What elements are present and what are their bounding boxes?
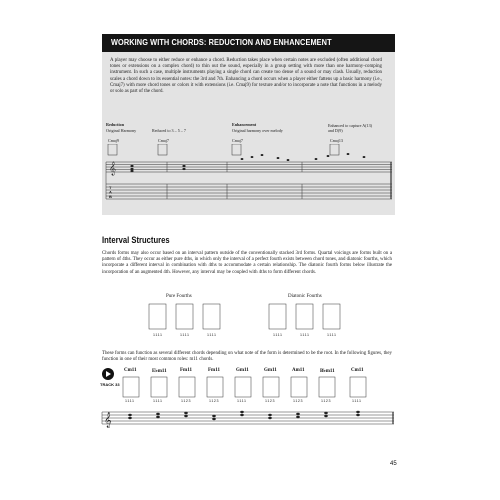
finger-numbers: 1111 <box>153 399 163 403</box>
enhancement-sub1: Original harmony over melody <box>232 128 283 133</box>
enhancement-sub2: Enhanced to capture A(13) and D(9) <box>328 123 372 133</box>
chord-label: Cmaj13 <box>330 138 343 143</box>
finger-numbers: 1111 <box>352 399 362 403</box>
enhancement-heading: Enhancement <box>232 122 257 127</box>
chord-name: Fm11 <box>208 368 220 373</box>
m11-chord-diagrams <box>88 375 410 405</box>
diatonic-fourths-label: Diatonic Fourths <box>288 294 322 299</box>
finger-numbers: 1123 <box>209 399 220 403</box>
forms-paragraph: These forms can function as several different chords depending on what note of the form is determined to be the root. In the following figures, they function in one of their most common roles: m11 chords. <box>102 351 392 363</box>
svg-text:A: A <box>109 189 112 195</box>
chord-name: Fm11 <box>180 368 192 373</box>
chord-label: Cmaj9 <box>108 138 119 143</box>
fourths-diagrams <box>88 300 410 340</box>
finger-numbers: 1111 <box>207 333 217 337</box>
finger-numbers: 1123 <box>321 399 332 403</box>
chord-name: Am11 <box>292 368 305 373</box>
reduction-heading: Reduction <box>106 122 124 127</box>
svg-text:B: B <box>109 194 112 199</box>
finger-numbers: 1111 <box>327 333 337 337</box>
chord-name: Gm11 <box>264 368 277 373</box>
chord-name: Gm11 <box>236 368 249 373</box>
book-page <box>88 28 410 474</box>
chord-name: E♭m11 <box>152 369 167 374</box>
reduction-sub2: Reduced to 3 – 5 – 7 <box>152 128 186 133</box>
section-banner <box>102 34 395 52</box>
reduction-sub1: Original Harmony <box>106 128 137 133</box>
svg-text:𝄞: 𝄞 <box>109 161 117 175</box>
finger-numbers: 1111 <box>300 333 310 337</box>
reduction-paragraph: A player may choose to either reduce or enhance a chord. Reduction takes place when certain notes are excluded (often additional chord tones or extensions on a complex chord) to thin out the sound, especially in a group setting with more than one harmony-comping instrument. In such a case, multiple instruments playing a single chord can create too dense of a sound or may clash. Usually, reduction scales a chord down to its essential notes: the 3rd and 7th. Enhancing a chord occurs when a player either fattens up a basic harmony (i.e., Cmaj7) with more chord tones or colors it with extensions (i.e. Cmaj9) for texture and/or to incorporate a note that functions in a melody or solo as part of the chord. <box>110 58 382 95</box>
finger-numbers: 1111 <box>125 399 135 403</box>
reduction-enhancement-box <box>102 52 395 215</box>
chord-label: Cmaj7 <box>232 138 243 143</box>
finger-numbers: 1123 <box>293 399 304 403</box>
finger-numbers: 1111 <box>237 399 247 403</box>
m11-notation-staff <box>88 406 410 456</box>
finger-numbers: 1111 <box>273 333 283 337</box>
chord-name: B♭m11 <box>320 369 335 374</box>
interval-paragraph: Chords forms may also occur based on an interval pattern outside of the conventionally stacked 3rd forms. Quartal voicings are forms built on a pattern of 4ths. They occur as either pure 4ths, in which only the interval of a perfect fourth exists between chord tones, and diatonic fourths, which incorporate a different interval in combination with 4ths to accommodate a certain relationship. The diatonic fourth forms below illustrate the incorporation of an augmented 4th. However, any interval may be coupled with 4ths to form different chords. <box>102 251 392 275</box>
svg-text:𝄞: 𝄞 <box>104 413 112 428</box>
finger-numbers: 1111 <box>180 333 190 337</box>
page-number: 45 <box>390 461 397 467</box>
banner-title: WORKING WITH CHORDS: REDUCTION AND ENHANCEMENT <box>111 38 332 47</box>
finger-numbers: 1123 <box>265 399 276 403</box>
svg-text:T: T <box>109 185 112 190</box>
chord-label: Cmaj7 <box>158 138 169 143</box>
chord-diagrams <box>108 144 339 155</box>
chord-name: Cm11 <box>124 368 137 373</box>
finger-numbers: 1123 <box>181 399 192 403</box>
finger-numbers: 1111 <box>153 333 163 337</box>
track-label: TRACK 33 <box>100 382 120 387</box>
notes <box>130 153 365 172</box>
chord-name: Cm11 <box>351 368 364 373</box>
interval-structures-title: Interval Structures <box>102 235 170 245</box>
pure-fourths-label: Pure Fourths <box>166 294 192 299</box>
notation-staff <box>102 144 395 210</box>
